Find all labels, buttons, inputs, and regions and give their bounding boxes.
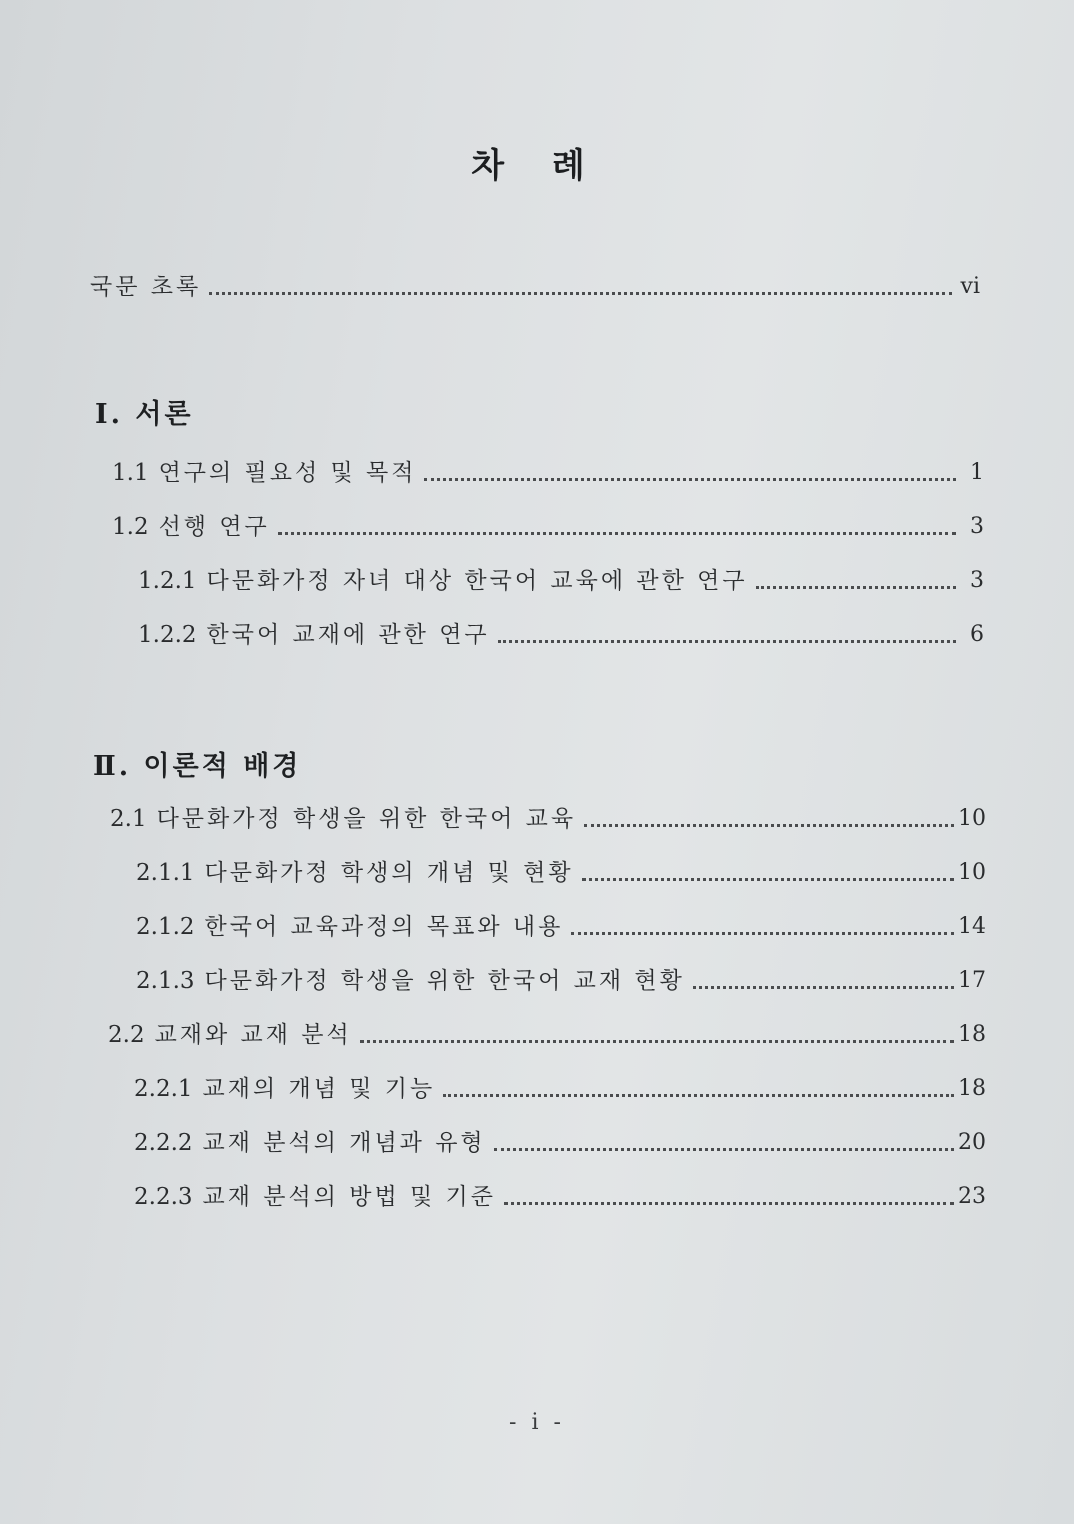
toc-entry-text: 다문화가정 학생의 개념 및 현황 bbox=[204, 860, 574, 886]
page-title: 차 례 bbox=[471, 146, 603, 186]
toc-entry-text: 다문화가정 자녀 대상 한국어 교육에 관한 연구 bbox=[206, 568, 748, 594]
toc-entry-label bbox=[136, 966, 693, 996]
toc-entry-text: 교재 분석의 개념과 유형 bbox=[202, 1130, 486, 1156]
toc-entry-label bbox=[136, 912, 571, 942]
toc-entry-text: 한국어 교육과정의 목표와 내용 bbox=[204, 914, 564, 940]
toc-entry-text: 교재 분석의 방법 및 기준 bbox=[202, 1184, 496, 1210]
toc-entry-label bbox=[136, 858, 582, 888]
toc-entry-page: 3 bbox=[970, 514, 984, 539]
toc-entry-page: 1 bbox=[970, 460, 984, 485]
toc-entry-label bbox=[134, 1128, 494, 1158]
toc-entry-text: 선행 연구 bbox=[158, 514, 270, 540]
toc-leader-dots bbox=[424, 478, 956, 481]
toc-entry-number: 2.1.2 bbox=[136, 914, 195, 940]
toc-leader-dots bbox=[693, 986, 954, 989]
toc-leader-dots bbox=[504, 1202, 954, 1205]
toc-leader-dots bbox=[278, 532, 956, 535]
toc-entry-number: 2.2.3 bbox=[134, 1184, 193, 1210]
toc-entry bbox=[110, 804, 986, 834]
toc-entry-page: 18 bbox=[958, 1022, 986, 1047]
toc-entry-label bbox=[134, 1074, 443, 1104]
toc-entry-number: 2.1.1 bbox=[136, 860, 195, 886]
toc-entry-page: 10 bbox=[958, 806, 986, 831]
toc-entry bbox=[134, 1128, 986, 1158]
toc-leader-dots bbox=[584, 824, 954, 827]
toc-leader-dots bbox=[571, 932, 954, 935]
toc-entry-number: 2.2.2 bbox=[134, 1130, 193, 1156]
toc-entry-label: 국문 초록 bbox=[90, 274, 202, 300]
toc-entry bbox=[134, 1074, 986, 1104]
toc-entry-page: 6 bbox=[970, 622, 984, 647]
toc-entry bbox=[136, 858, 986, 888]
toc-entry-number: 2.2 bbox=[108, 1022, 145, 1048]
toc-entry-page: 3 bbox=[970, 568, 984, 593]
toc-entry bbox=[138, 620, 984, 650]
toc-entry-number: 2.2.1 bbox=[134, 1076, 193, 1102]
toc-leader-dots bbox=[443, 1094, 954, 1097]
toc-entry-number: 1.2.2 bbox=[138, 622, 197, 648]
toc-entry-page: 23 bbox=[958, 1184, 986, 1209]
toc-entry-page: 14 bbox=[958, 914, 986, 939]
toc-entry bbox=[112, 512, 984, 542]
toc-entry-page: 20 bbox=[958, 1130, 986, 1155]
toc-entry-label bbox=[112, 458, 424, 488]
toc-leader-dots bbox=[494, 1148, 954, 1151]
toc-entry-number: 1.1 bbox=[112, 460, 149, 486]
toc-entry-text: 다문화가정 학생을 위한 한국어 교재 현황 bbox=[204, 968, 685, 994]
toc-entry-text: 한국어 교재에 관한 연구 bbox=[206, 622, 490, 648]
toc-entry-number: 2.1.3 bbox=[136, 968, 195, 994]
toc-entry-page: 17 bbox=[958, 968, 986, 993]
toc-entry-label bbox=[112, 512, 278, 542]
toc-entry-label bbox=[110, 804, 584, 834]
toc-entry-text: 교재와 교재 분석 bbox=[154, 1022, 352, 1048]
toc-entry-number: 1.2.1 bbox=[138, 568, 197, 594]
toc-entry-number: 1.2 bbox=[112, 514, 149, 540]
toc-entry-number: 2.1 bbox=[110, 806, 147, 832]
toc-entry-label bbox=[138, 620, 498, 650]
toc-entry-page: vi bbox=[960, 274, 980, 299]
toc-entry-page: 10 bbox=[958, 860, 986, 885]
section-heading-2: Ⅱ. 이론적 배경 bbox=[93, 751, 302, 782]
toc-entry-text: 다문화가정 학생을 위한 한국어 교육 bbox=[156, 806, 577, 832]
toc-entry-page: 18 bbox=[958, 1076, 986, 1101]
toc-entry-abstract bbox=[90, 272, 980, 302]
toc-entry-label bbox=[138, 566, 756, 596]
toc-entry bbox=[138, 566, 984, 596]
toc-entry-label bbox=[108, 1020, 360, 1050]
toc-entry bbox=[134, 1182, 986, 1212]
toc-leader-dots bbox=[360, 1040, 954, 1043]
toc-entry-label bbox=[134, 1182, 504, 1212]
toc-entry-text: 교재의 개념 및 기능 bbox=[202, 1076, 436, 1102]
page-number-footer: - i - bbox=[509, 1410, 565, 1435]
toc-entry bbox=[108, 1020, 986, 1050]
toc-leader-dots bbox=[498, 640, 956, 643]
toc-entry bbox=[136, 966, 986, 996]
section-heading-1: Ⅰ. 서론 bbox=[95, 399, 194, 430]
toc-entry-text: 연구의 필요성 및 목적 bbox=[158, 460, 417, 486]
toc-entry bbox=[112, 458, 984, 488]
toc-entry bbox=[136, 912, 986, 942]
toc-leader-dots bbox=[209, 292, 952, 295]
toc-leader-dots bbox=[582, 878, 954, 881]
toc-leader-dots bbox=[756, 586, 956, 589]
